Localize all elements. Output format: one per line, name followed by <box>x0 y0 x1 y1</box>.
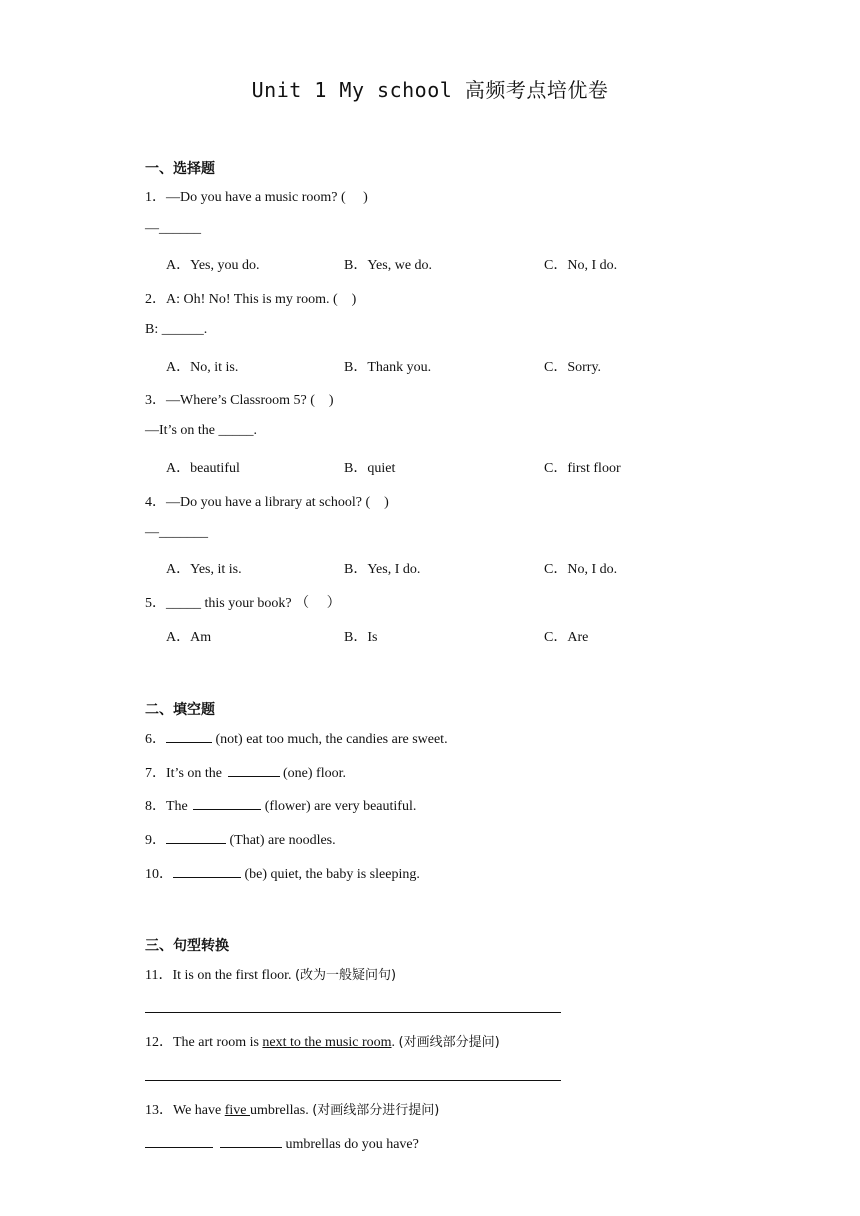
q3-option-c: C．first floor <box>544 461 621 476</box>
q2-option-a: A．No, it is. <box>166 360 239 375</box>
q8-text: (flower) are very beautiful. <box>261 799 417 814</box>
section-heading-fill: 二、填空题 <box>145 702 215 718</box>
q7-text: (one) floor. <box>279 766 346 781</box>
q11-line <box>145 964 396 984</box>
q13-instruction: (对画线部分进行提问) <box>312 1103 440 1118</box>
q10-line <box>145 863 420 883</box>
q1-reply: —______ <box>145 221 201 236</box>
q2-option-c: C．Sorry. <box>544 360 602 375</box>
q11-answer-line <box>145 1012 561 1013</box>
q10-blank <box>173 863 241 878</box>
q13-line <box>145 1099 439 1119</box>
q10-text: (be) quiet, the baby is sleeping. <box>241 867 420 882</box>
q4-reply: —_______ <box>145 525 208 540</box>
q5-option-c: C．Are <box>544 630 589 645</box>
q5-option-b: B．Is <box>344 630 378 645</box>
q6-line <box>145 728 448 748</box>
section-heading-choice: 一、选择题 <box>145 161 215 177</box>
q13-blank-2 <box>220 1133 282 1148</box>
q4-stem: 4．—Do you have a library at school? ( ) <box>145 495 389 510</box>
q8-number: 8．The <box>145 799 192 814</box>
q13-underlined: five <box>224 1103 250 1118</box>
q4-option-a: A．Yes, it is. <box>166 562 242 577</box>
q12-underlined: next to the music room <box>262 1035 392 1050</box>
q11-text: 11．It is on the first floor. <box>145 968 295 983</box>
q12-answer-line <box>145 1080 561 1081</box>
q8-blank <box>193 795 261 810</box>
q12-line <box>145 1031 500 1051</box>
q6-number: 6． <box>145 732 166 747</box>
q7-line <box>145 762 346 782</box>
q9-line <box>145 829 336 849</box>
q13-answer-text: umbrellas do you have? <box>282 1137 419 1152</box>
q1-stem: 1．—Do you have a music room? ( ) <box>145 190 368 205</box>
q12-text-pre: 12．The art room is <box>145 1035 263 1050</box>
q13-text-post: umbrellas. <box>250 1103 313 1118</box>
q10-number: 10． <box>145 867 173 882</box>
q12-instruction: (对画线部分提问) <box>398 1035 500 1050</box>
q11-instruction: (改为一般疑问句) <box>294 968 397 983</box>
q12-text-post: . <box>391 1035 399 1050</box>
q6-text: (not) eat too much, the candies are sweet. <box>212 732 448 747</box>
section-heading-transform: 三、句型转换 <box>145 938 229 954</box>
q2-option-b: B．Thank you. <box>344 360 432 375</box>
q8-line <box>145 795 416 815</box>
q13-answer-line <box>145 1133 419 1153</box>
q1-option-c: C．No, I do. <box>544 258 618 273</box>
q5-stem: 5．_____ this your book? （ ） <box>145 596 341 611</box>
q5-option-a: A．Am <box>166 630 212 645</box>
q7-number: 7．It’s on the <box>145 766 226 781</box>
q2-reply: B: ______. <box>145 322 208 337</box>
q6-blank <box>166 728 212 743</box>
q1-option-a: A．Yes, you do. <box>166 258 260 273</box>
q3-option-b: B．quiet <box>344 461 396 476</box>
q9-text: (That) are noodles. <box>226 833 336 848</box>
q9-number: 9． <box>145 833 166 848</box>
q7-blank <box>228 762 280 777</box>
q13-text-pre: 13．We have <box>145 1103 225 1118</box>
page-title: Unit 1 My school 高频考点培优卷 <box>251 78 609 102</box>
q3-reply: —It’s on the _____. <box>145 423 257 438</box>
q3-stem: 3．—Where’s Classroom 5? ( ) <box>145 393 334 408</box>
q9-blank <box>166 829 226 844</box>
q3-option-a: A．beautiful <box>166 461 240 476</box>
q4-option-c: C．No, I do. <box>544 562 618 577</box>
q1-option-b: B．Yes, we do. <box>344 258 433 273</box>
q13-blank-1 <box>145 1133 213 1148</box>
q2-stem: 2．A: Oh! No! This is my room. ( ) <box>145 292 357 307</box>
q4-option-b: B．Yes, I do. <box>344 562 421 577</box>
